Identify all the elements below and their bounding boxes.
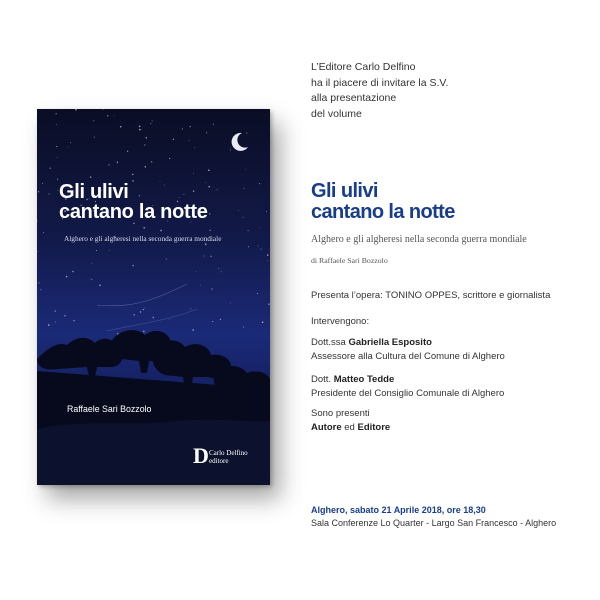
star — [70, 142, 71, 143]
book-byline: di Raffaele Sari Bozzolo — [311, 256, 388, 265]
star — [55, 310, 56, 311]
star — [208, 186, 210, 188]
star — [248, 230, 249, 231]
speaker-2-name: Matteo Tedde — [333, 374, 395, 385]
book-title-line1: Gli ulivi — [311, 180, 378, 202]
star — [73, 320, 74, 321]
star — [212, 321, 213, 322]
star — [114, 115, 115, 116]
star — [220, 319, 221, 320]
star — [210, 256, 211, 257]
star — [218, 268, 219, 269]
star — [43, 232, 44, 233]
star — [211, 288, 212, 289]
star — [169, 319, 170, 320]
star — [230, 303, 231, 304]
star — [56, 124, 57, 125]
presenter-line: Presenta l’opera: TONINO OPPES, scrittore e giornalista — [311, 290, 551, 301]
star — [217, 189, 218, 190]
star — [152, 317, 153, 318]
star — [152, 121, 153, 122]
speaker-1-name-line — [311, 336, 505, 350]
star — [260, 227, 261, 228]
intro-line: alla presentazione — [311, 92, 397, 105]
star — [151, 161, 152, 162]
publisher-name-line2: editore — [209, 457, 229, 465]
star — [259, 183, 260, 184]
star — [140, 311, 141, 312]
star — [195, 271, 196, 272]
star — [267, 254, 269, 256]
star — [96, 250, 97, 251]
star — [49, 193, 50, 194]
star — [173, 139, 174, 140]
present-names — [311, 421, 390, 435]
book-title-line2: cantano la notte — [311, 201, 455, 223]
star — [261, 249, 262, 250]
cover-author: Raffaele Sari Bozzolo — [67, 404, 152, 414]
star — [127, 151, 128, 152]
speaker-1-title: Dott.ssa — [311, 337, 346, 348]
star — [55, 322, 56, 323]
star — [257, 293, 258, 294]
present-line: Sono presenti — [311, 408, 370, 419]
cover-subtitle: Alghero e gli algheresi nella seconda guerra mondiale — [64, 234, 222, 243]
star — [205, 243, 207, 245]
present-joiner: ed — [344, 421, 355, 433]
speaker-1-name: Gabriella Esposito — [348, 337, 432, 348]
present-author: Autore — [311, 421, 342, 433]
star — [92, 280, 93, 281]
star — [75, 109, 77, 111]
event-info — [311, 504, 556, 530]
star — [208, 169, 210, 171]
star — [48, 324, 50, 326]
star — [144, 144, 145, 145]
star — [192, 329, 194, 331]
star — [139, 129, 141, 131]
star — [142, 129, 143, 130]
star — [69, 147, 70, 148]
star — [182, 128, 183, 129]
star — [57, 157, 58, 158]
star — [204, 256, 205, 257]
star — [190, 126, 191, 127]
star — [37, 221, 38, 222]
star — [209, 213, 210, 214]
star — [132, 174, 134, 176]
speaker-2 — [311, 373, 504, 400]
star — [145, 166, 147, 168]
star — [56, 146, 57, 147]
publisher-name — [209, 449, 248, 465]
publisher-name-line1: Carlo Delfino — [209, 449, 248, 457]
star — [91, 263, 92, 264]
cover-title-line1: Gli ulivi — [59, 181, 129, 203]
cover-title — [59, 182, 208, 222]
speaker-1 — [311, 336, 505, 363]
star — [143, 331, 145, 333]
star — [107, 115, 108, 116]
cover-night-illustration — [37, 109, 270, 485]
speaker-2-title: Dott. — [311, 374, 332, 385]
star — [150, 123, 151, 124]
star — [40, 289, 41, 290]
cover-title-line2: cantano la notte — [59, 201, 208, 223]
star — [266, 211, 267, 212]
book-cover — [37, 109, 270, 485]
star — [93, 120, 94, 121]
star — [210, 230, 211, 231]
star — [143, 227, 145, 229]
star — [189, 140, 190, 141]
present-note — [311, 407, 390, 434]
star — [238, 210, 239, 211]
book-subtitle: Alghero e gli algheresi nella seconda guerra mondiale — [311, 234, 527, 245]
star — [66, 276, 68, 278]
star — [258, 246, 259, 247]
star — [245, 169, 246, 170]
star — [117, 162, 118, 163]
star — [200, 285, 201, 286]
star — [243, 326, 244, 327]
star — [72, 271, 73, 272]
invitation-intro — [311, 60, 448, 122]
star — [108, 164, 109, 165]
star — [38, 251, 39, 252]
star — [38, 282, 39, 283]
star — [120, 126, 122, 128]
star — [103, 109, 104, 110]
speaker-1-role: Assessore alla Cultura del Comune di Alghero — [311, 350, 505, 362]
speakers-heading: Intervengono: — [311, 316, 370, 327]
star — [109, 250, 110, 251]
star — [243, 217, 244, 218]
star — [132, 265, 133, 266]
star — [262, 321, 264, 323]
star — [221, 271, 222, 272]
book-title — [311, 181, 455, 223]
star — [55, 113, 56, 114]
star — [91, 279, 92, 280]
star — [90, 176, 92, 178]
star — [143, 309, 144, 310]
intro-line: del volume — [311, 107, 362, 120]
star — [134, 314, 135, 315]
star — [206, 132, 207, 133]
star — [94, 137, 95, 138]
star — [213, 124, 214, 125]
star — [248, 246, 249, 247]
intro-line: ha il piacere di invitare la S.V. — [311, 76, 449, 89]
present-editor: Editore — [357, 421, 391, 433]
event-venue: Sala Conferenze Lo Quarter - Largo San Francesco - Alghero — [311, 518, 557, 528]
intro-line: L’Editore Carlo Delfino — [311, 61, 416, 73]
star — [193, 173, 194, 174]
star — [50, 168, 51, 169]
moon-icon — [228, 131, 250, 153]
star — [166, 258, 167, 259]
star — [64, 315, 65, 316]
star — [268, 303, 270, 305]
star — [99, 284, 101, 286]
star — [194, 147, 195, 148]
star — [42, 183, 43, 184]
star — [160, 230, 162, 232]
star — [190, 309, 191, 310]
star — [244, 188, 245, 189]
star — [144, 308, 145, 309]
star — [267, 260, 268, 261]
star — [57, 179, 58, 180]
star — [169, 158, 170, 159]
speaker-2-role: Presidente del Consiglio Comunale di Alghero — [311, 387, 505, 399]
publisher-logo-letter: D — [193, 443, 209, 468]
speaker-2-name-line — [311, 373, 504, 387]
star — [146, 137, 148, 139]
star — [38, 191, 39, 192]
star — [139, 126, 141, 128]
event-date: Alghero, sabato 21 Aprile 2018, ore 18,30 — [311, 505, 486, 515]
